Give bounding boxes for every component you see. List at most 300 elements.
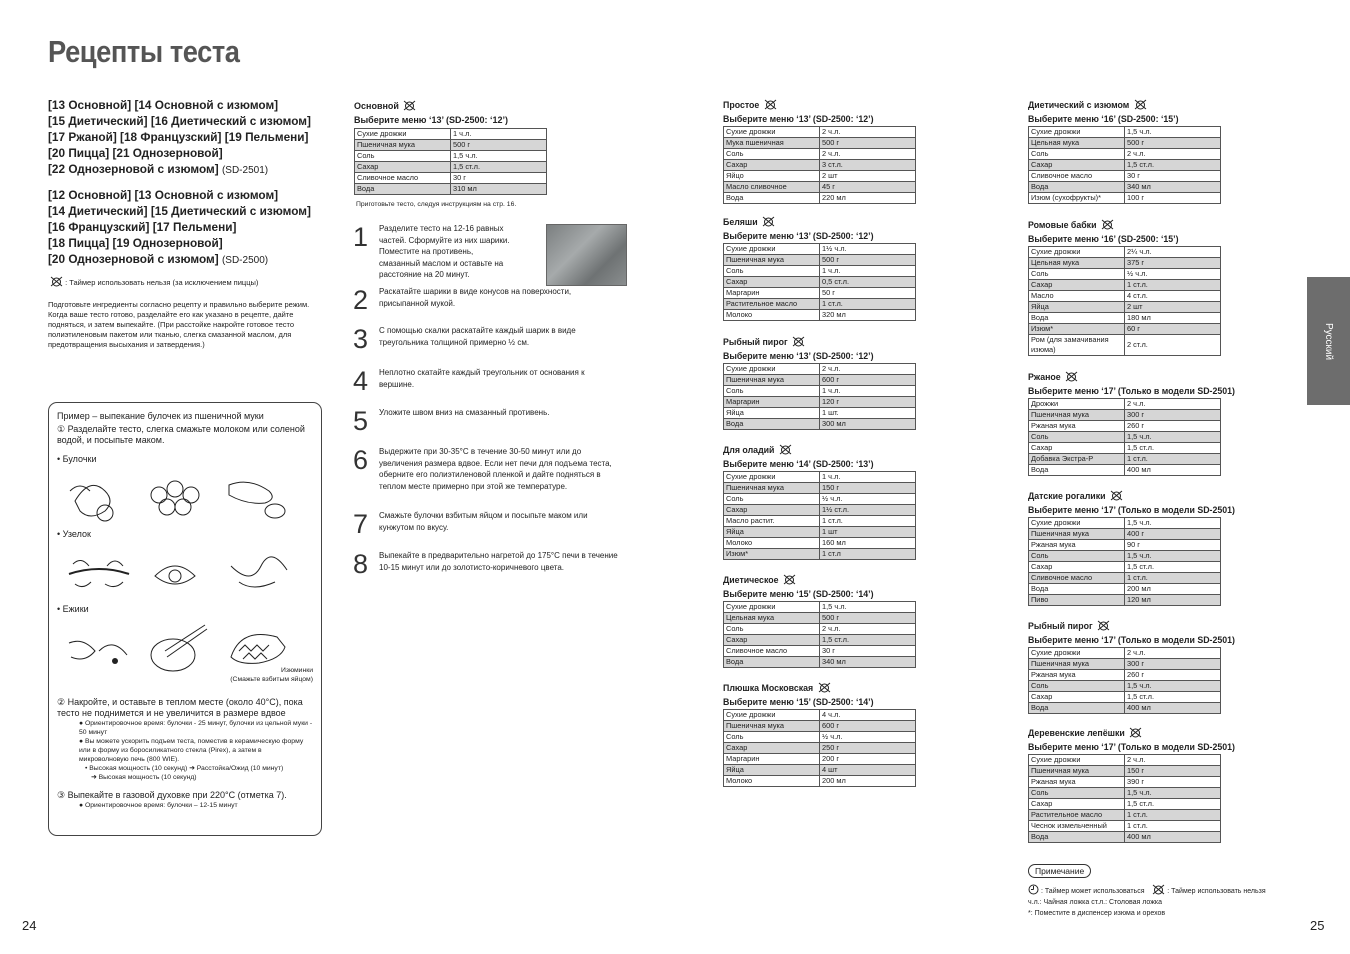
no-timer-icon	[403, 100, 416, 111]
amount: 1 ст.л.	[820, 299, 916, 310]
notice-line-3: *: Поместите в диспенсер изюма и орехов	[1028, 910, 1166, 917]
recipe-menu: Выберите меню ‘13’ (SD-2500: ‘12’)	[723, 114, 874, 124]
ingredient: Ржаная мука	[1029, 670, 1125, 681]
ingredient: Соль	[1029, 551, 1125, 562]
amount: 1,5 ч.л.	[1125, 681, 1221, 692]
table-row	[724, 386, 916, 397]
table-row	[1029, 681, 1221, 692]
table-row	[724, 160, 916, 171]
table-row	[724, 182, 916, 193]
table-row	[1029, 821, 1221, 832]
table-row	[1029, 421, 1221, 432]
ingredient: Сухие дрожжи	[724, 710, 820, 721]
amount: 30 г	[451, 173, 547, 184]
table-row	[1029, 788, 1221, 799]
ingredient: Пшеничная мука	[724, 483, 820, 494]
no-timer-icon	[1152, 884, 1165, 895]
table-row	[724, 244, 916, 255]
ingredient: Сухие дрожжи	[724, 244, 820, 255]
ingredient: Пшеничная мука	[724, 721, 820, 732]
amount: 1 ст.л.	[1125, 810, 1221, 821]
amount: 150 г	[1125, 766, 1221, 777]
no-timer-icon	[1065, 371, 1078, 382]
rolls-illustration	[65, 471, 313, 525]
amount: 1 ст.л.	[1125, 573, 1221, 584]
amount: 0,5 ст.л.	[820, 277, 916, 288]
hand-shaping-icon	[225, 471, 291, 525]
recipe-menu: Выберите меню ‘15’ (SD-2500: ‘14’)	[723, 697, 874, 707]
table-row	[1029, 182, 1221, 193]
amount: ½ ч.л.	[820, 494, 916, 505]
recipe-name	[723, 336, 916, 349]
recipe-menu: Выберите меню ‘17’ (Только в модели SD-2501)	[1028, 742, 1235, 752]
amount: 2 ч.л.	[820, 624, 916, 635]
ingredient: Сахар	[1029, 160, 1125, 171]
table-row	[1029, 335, 1221, 356]
table-row	[1029, 692, 1221, 703]
amount: 1½ ч.л.	[820, 244, 916, 255]
amount: 45 г	[820, 182, 916, 193]
ingredient: Мука пшеничная	[724, 138, 820, 149]
example-step-2c: • Высокая мощность (10 секунд) ➜ Расстойка/Ожид (10 минут)	[85, 765, 284, 772]
step-text: Выпекайте в предварительно нагретой до 175°C печи в течение 10-15 минут или до золотисто-коричневого цвета.	[379, 551, 618, 572]
amount: 260 г	[1125, 421, 1221, 432]
ingredient: Ржаная мука	[1029, 777, 1125, 788]
table-row	[1029, 810, 1221, 821]
table-row	[724, 288, 916, 299]
amount: 4 шт	[820, 765, 916, 776]
step-number: 6	[353, 445, 369, 475]
menu-line	[48, 161, 338, 179]
table-row	[724, 419, 916, 430]
amount: 310 мл	[451, 184, 547, 195]
menu-line-text: [22 Однозерновой с изюмом]	[48, 162, 219, 176]
step-7	[353, 511, 619, 537]
amount: 500 г	[820, 613, 916, 624]
recipe-name	[723, 444, 916, 457]
recipe-name	[1028, 727, 1235, 740]
table-row	[724, 765, 916, 776]
ingredient: Молоко	[724, 776, 820, 787]
hedgehog-label: • Ежики	[57, 604, 89, 614]
ingredient: Сухие дрожжи	[1029, 518, 1125, 529]
knot-label: • Узелок	[57, 529, 91, 539]
recipe-name	[1028, 371, 1235, 384]
table-row	[1029, 160, 1221, 171]
amount: 375 г	[1125, 258, 1221, 269]
table-row	[1029, 648, 1221, 659]
table-row	[724, 732, 916, 743]
ingredient: Изюм*	[1029, 324, 1125, 335]
ingredient: Молоко	[724, 538, 820, 549]
amount: 1,5 ч.л.	[451, 151, 547, 162]
amount: 1,5 ч.л.	[820, 602, 916, 613]
ingredient: Соль	[1029, 681, 1125, 692]
table-row	[1029, 551, 1221, 562]
no-timer-icon	[1101, 219, 1114, 230]
amount: 1 ст.л	[820, 549, 916, 560]
example-step-2a: ● Ориентировочное время: булочки - 25 минут, булочки из цельной муки - 50 минут	[79, 720, 313, 736]
notice-line-2: ч.л.: Чайная ложка ст.л.: Столовая ложка	[1028, 899, 1162, 906]
table-row	[355, 140, 547, 151]
ingredients-table	[723, 126, 916, 204]
ingredient: Сахар	[724, 505, 820, 516]
menu-line: [14 Диетический] [15 Диетический с изюмом]	[48, 204, 311, 218]
table-row	[355, 184, 547, 195]
table-row	[724, 527, 916, 538]
recipe-name-text: Ромовые бабки	[1028, 220, 1097, 230]
ingredient: Сухие дрожжи	[355, 129, 451, 140]
table-row	[724, 743, 916, 754]
table-row	[724, 408, 916, 419]
raisins-label: Изюминки	[280, 667, 313, 674]
table-row	[724, 613, 916, 624]
table-row	[1029, 193, 1221, 204]
menu-line: [18 Пицца] [19 Однозерновой]	[48, 236, 223, 250]
menu-line	[48, 251, 338, 269]
step-number: 4	[353, 366, 369, 396]
table-row	[1029, 324, 1221, 335]
amount: 160 мл	[820, 538, 916, 549]
recipe-name-text: Ржаное	[1028, 372, 1061, 382]
table-row	[1029, 149, 1221, 160]
amount: 100 г	[1125, 193, 1221, 204]
hands-rolling-icon	[65, 471, 131, 525]
ingredient: Вода	[1029, 584, 1125, 595]
amount: 1 ч.л.	[820, 472, 916, 483]
ingredient: Растительное масло	[724, 299, 820, 310]
recipe-name-text: Датские рогалики	[1028, 491, 1106, 501]
table-row	[724, 193, 916, 204]
amount: 2¼ ч.л.	[1125, 247, 1221, 258]
table-row	[1029, 518, 1221, 529]
ingredient: Вода	[1029, 832, 1125, 843]
amount: 180 мл	[1125, 313, 1221, 324]
amount: 1 ч.л.	[820, 386, 916, 397]
timer-note	[48, 276, 258, 287]
table-row	[724, 505, 916, 516]
menu-line: [16 Французский] [17 Пельмени]	[48, 220, 237, 234]
step-3	[353, 326, 619, 352]
ingredient: Изюм (сухофрукты)*	[1029, 193, 1125, 204]
ingredient: Сахар	[1029, 799, 1125, 810]
step-6	[353, 447, 619, 492]
recipe-name	[723, 216, 916, 229]
scissors-cut-icon	[145, 621, 211, 675]
amount: 2 шт	[820, 171, 916, 182]
model-label: (SD-2500)	[221, 255, 269, 266]
ingredient: Ржаная мука	[1029, 540, 1125, 551]
recipe-block	[723, 444, 916, 560]
menu-line: [13 Основной] [14 Основной с изюмом]	[48, 98, 279, 112]
recipe-block	[1028, 490, 1235, 606]
ingredients-table	[1028, 126, 1221, 204]
amount: 390 г	[1125, 777, 1221, 788]
ingredient: Соль	[1029, 149, 1125, 160]
amount: 1,5 ст.л.	[1125, 562, 1221, 573]
recipe-block	[1028, 219, 1221, 356]
example-step-2: ② Накройте, и оставьте в теплом месте (около 40°C), пока тесто не поднимется и не увеличится в размере вдвое	[57, 697, 303, 718]
table-row	[1029, 302, 1221, 313]
knot-illustration	[65, 546, 313, 600]
table-row	[724, 646, 916, 657]
ingredient: Добавка Экстра-Р	[1029, 454, 1125, 465]
step-1	[353, 224, 513, 281]
ingredients-table	[1028, 517, 1221, 606]
ingredient: Пиво	[1029, 595, 1125, 606]
amount: 2 ч.л.	[820, 149, 916, 160]
ingredient: Масло	[1029, 291, 1125, 302]
table-row	[1029, 127, 1221, 138]
ingredient: Вода	[1029, 313, 1125, 324]
table-row	[724, 494, 916, 505]
ingredient: Маргарин	[724, 288, 820, 299]
amount: 1,5 ст.л.	[1125, 692, 1221, 703]
amount: 400 г	[1125, 529, 1221, 540]
step-text: С помощью скалки раскатайте каждый шарик в виде треугольника толщиной примерно ½ см.	[379, 326, 576, 347]
ingredient: Сливочное масло	[724, 646, 820, 657]
recipe-menu: Выберите меню ‘17’ (Только в модели SD-2501)	[1028, 505, 1235, 515]
recipe-name	[1028, 219, 1221, 232]
ingredient: Соль	[355, 151, 451, 162]
ingredient: Вода	[355, 184, 451, 195]
page-title: Рецепты теста	[48, 34, 240, 69]
ingredients-table	[1028, 398, 1221, 476]
ingredient: Сухие дрожжи	[724, 127, 820, 138]
notice-line-1	[1028, 884, 1266, 897]
ingredient: Яйца	[1029, 302, 1125, 313]
notice-timer-no: : Таймер использовать нельзя	[1167, 888, 1266, 895]
ingredient: Сухие дрожжи	[1029, 247, 1125, 258]
ingredient: Сахар	[1029, 692, 1125, 703]
hands-tie-icon	[225, 546, 291, 600]
recipe-block	[723, 336, 916, 430]
step-number: 7	[353, 509, 369, 539]
amount: 1,5 ч.л.	[1125, 432, 1221, 443]
amount: 2 шт	[1125, 302, 1221, 313]
ingredient: Сахар	[724, 160, 820, 171]
table-row	[724, 624, 916, 635]
table-row	[1029, 138, 1221, 149]
amount: 500 г	[1125, 138, 1221, 149]
no-timer-icon	[779, 444, 792, 455]
ingredient: Соль	[1029, 432, 1125, 443]
ingredient: Сухие дрожжи	[1029, 755, 1125, 766]
step-number: 5	[353, 406, 369, 436]
recipe-block	[723, 574, 916, 668]
no-timer-icon	[50, 276, 63, 287]
table-row	[724, 171, 916, 182]
amount: 300 мл	[820, 419, 916, 430]
amount: 1,5 ст.л.	[1125, 160, 1221, 171]
table-row	[1029, 258, 1221, 269]
amount: 4 ст.л.	[1125, 291, 1221, 302]
amount: 1,5 ч.л.	[1125, 788, 1221, 799]
ingredient: Яйца	[724, 527, 820, 538]
table-row	[1029, 595, 1221, 606]
recipe-name-text: Диетический с изюмом	[1028, 100, 1130, 110]
ingredient: Сухие дрожжи	[724, 472, 820, 483]
recipe-menu: Выберите меню ‘13’ (SD-2500: ‘12’)	[723, 231, 874, 241]
table-row	[724, 635, 916, 646]
amount: 30 г	[1125, 171, 1221, 182]
table-row	[1029, 670, 1221, 681]
recipe-name	[354, 99, 508, 113]
amount: 1 ст.л.	[1125, 821, 1221, 832]
recipe-menu: Выберите меню ‘15’ (SD-2500: ‘14’)	[723, 589, 874, 599]
amount: 200 мл	[1125, 584, 1221, 595]
table-row	[1029, 573, 1221, 584]
recipe-menu: Выберите меню ‘16’ (SD-2500: ‘15’)	[1028, 234, 1179, 244]
ingredients-table	[723, 243, 916, 321]
menu-line-text: [20 Однозерновой с изюмом]	[48, 252, 219, 266]
amount: 600 г	[820, 375, 916, 386]
ingredient: Пшеничная мука	[1029, 659, 1125, 670]
table-row	[724, 277, 916, 288]
amount: 2 ч.л.	[1125, 149, 1221, 160]
table-row	[355, 151, 547, 162]
ingredient: Пшеничная мука	[355, 140, 451, 151]
table-row	[1029, 454, 1221, 465]
hands-knot-icon	[145, 546, 211, 600]
no-timer-icon	[764, 99, 777, 110]
ingredient: Вода	[724, 419, 820, 430]
table-row	[1029, 410, 1221, 421]
ingredient: Сахар	[355, 162, 451, 173]
table-row	[724, 397, 916, 408]
amount: 30 г	[820, 646, 916, 657]
recipe-name-text: Рыбный пирог	[723, 337, 788, 347]
table-row	[355, 173, 547, 184]
ingredient: Яйца	[724, 408, 820, 419]
table-row	[1029, 280, 1221, 291]
recipe-name-text: Деревенские лепёшки	[1028, 728, 1125, 738]
amount: 120 мл	[1125, 595, 1221, 606]
ingredient: Вода	[724, 193, 820, 204]
table-row	[724, 776, 916, 787]
table-row	[1029, 443, 1221, 454]
recipe-name-text: Беляши	[723, 217, 758, 227]
amount: 2 ч.л.	[820, 364, 916, 375]
ingredient: Соль	[1029, 269, 1125, 280]
recipe-block	[1028, 99, 1221, 204]
basic-ingredients-table	[354, 128, 547, 195]
amount: 150 г	[820, 483, 916, 494]
ingredients-table	[1028, 647, 1221, 714]
amount: 1 ст.л.	[820, 516, 916, 527]
amount: 120 г	[820, 397, 916, 408]
amount: 1 ч.л.	[451, 129, 547, 140]
recipe-block	[1028, 620, 1235, 714]
table-row	[724, 754, 916, 765]
amount: 90 г	[1125, 540, 1221, 551]
amount: 1,5 ст.л.	[1125, 443, 1221, 454]
step-5	[353, 408, 619, 434]
ingredient: Пшеничная мука	[724, 375, 820, 386]
recipe-block	[1028, 371, 1235, 476]
table-row	[1029, 584, 1221, 595]
amount: 2 ч.л.	[1125, 399, 1221, 410]
amount: 400 мл	[1125, 832, 1221, 843]
table-row	[724, 310, 916, 321]
recipe-name-text: Плюшка Московская	[723, 683, 814, 693]
table-row	[724, 549, 916, 560]
ingredient: Цельная мука	[724, 613, 820, 624]
amount: 1,5 ч.л.	[1125, 551, 1221, 562]
recipe-menu: Выберите меню ‘16’ (SD-2500: ‘15’)	[1028, 114, 1179, 124]
amount: 500 г	[820, 138, 916, 149]
ingredient: Сухие дрожжи	[724, 602, 820, 613]
ingredient: Растительное масло	[1029, 810, 1125, 821]
no-timer-icon	[792, 336, 805, 347]
notice-box	[1028, 864, 1266, 919]
amount: 1 ст.л.	[1125, 280, 1221, 291]
step-8	[353, 551, 619, 577]
ingredient: Сахар	[1029, 562, 1125, 573]
amount: 2 ч.л.	[1125, 755, 1221, 766]
step-text: Разделите тесто на 12-16 равных частей. Сформуйте из них шарики. Поместите на противень, смазанный маслом и оставьте на расстояние на 20 минут.	[379, 224, 510, 279]
ingredient: Изюм*	[724, 549, 820, 560]
no-timer-icon	[1110, 490, 1123, 501]
no-timer-icon	[783, 574, 796, 585]
ingredient: Сухие дрожжи	[724, 364, 820, 375]
table-row	[724, 375, 916, 386]
recipe-menu: Выберите меню ‘17’ (Только в модели SD-2501)	[1028, 386, 1235, 396]
table-row	[724, 127, 916, 138]
menu-line: [20 Пицца] [21 Однозерновой]	[48, 146, 223, 160]
ingredient: Молоко	[724, 310, 820, 321]
ingredient: Сливочное масло	[1029, 171, 1125, 182]
ingredient: Сухие дрожжи	[1029, 648, 1125, 659]
model-label: (SD-2501)	[221, 165, 269, 176]
ingredient: Пшеничная мука	[1029, 766, 1125, 777]
amount: 340 мл	[1125, 182, 1221, 193]
table-row	[724, 602, 916, 613]
amount: 4 ч.л.	[820, 710, 916, 721]
ingredient: Масло сливочное	[724, 182, 820, 193]
intro-text: Подготовьте ингредиенты согласно рецепту и правильно выберите режим. Когда ваше тесто готово, разделайте его как указано в рецепте, дайте подняться, и затем выпекайте. (При расстойке накройте готовое тесто полиэтиленовым пакетом или тканью, слегка смазанной маслом, для предотвращения высыхания и затвердения.)	[48, 300, 310, 349]
amount: 1,5 ст.л.	[451, 162, 547, 173]
menu-line: [15 Диетический] [16 Диетический с изюмом]	[48, 114, 311, 128]
hands-ball-icon	[65, 621, 131, 675]
no-timer-icon	[1129, 727, 1142, 738]
recipe-name	[1028, 620, 1235, 633]
ingredient: Дрожжи	[1029, 399, 1125, 410]
recipe-name	[1028, 490, 1235, 503]
amount: 300 г	[1125, 659, 1221, 670]
ingredient: Масло растит.	[724, 516, 820, 527]
recipe-name	[723, 574, 916, 587]
table-row	[1029, 832, 1221, 843]
step-text: Смажьте булочки взбитым яйцом и посыпьте маком или кунжутом по вкусу.	[379, 511, 588, 532]
ingredients-table	[1028, 754, 1221, 843]
recipe-name-text: Основной	[354, 101, 399, 111]
timer-icon	[1028, 884, 1039, 895]
recipe-name-text: Рыбный пирог	[1028, 621, 1093, 631]
recipe-block	[723, 682, 916, 787]
table-row	[1029, 465, 1221, 476]
ingredient: Пшеничная мука	[1029, 529, 1125, 540]
ingredient: Цельная мука	[1029, 138, 1125, 149]
amount: 1 шт	[820, 527, 916, 538]
table-row	[724, 364, 916, 375]
table-row	[724, 657, 916, 668]
table-row	[1029, 659, 1221, 670]
rolls-label: • Булочки	[57, 454, 97, 464]
ingredients-table	[723, 709, 916, 787]
step-4	[353, 368, 619, 394]
step-number: 1	[353, 222, 369, 252]
